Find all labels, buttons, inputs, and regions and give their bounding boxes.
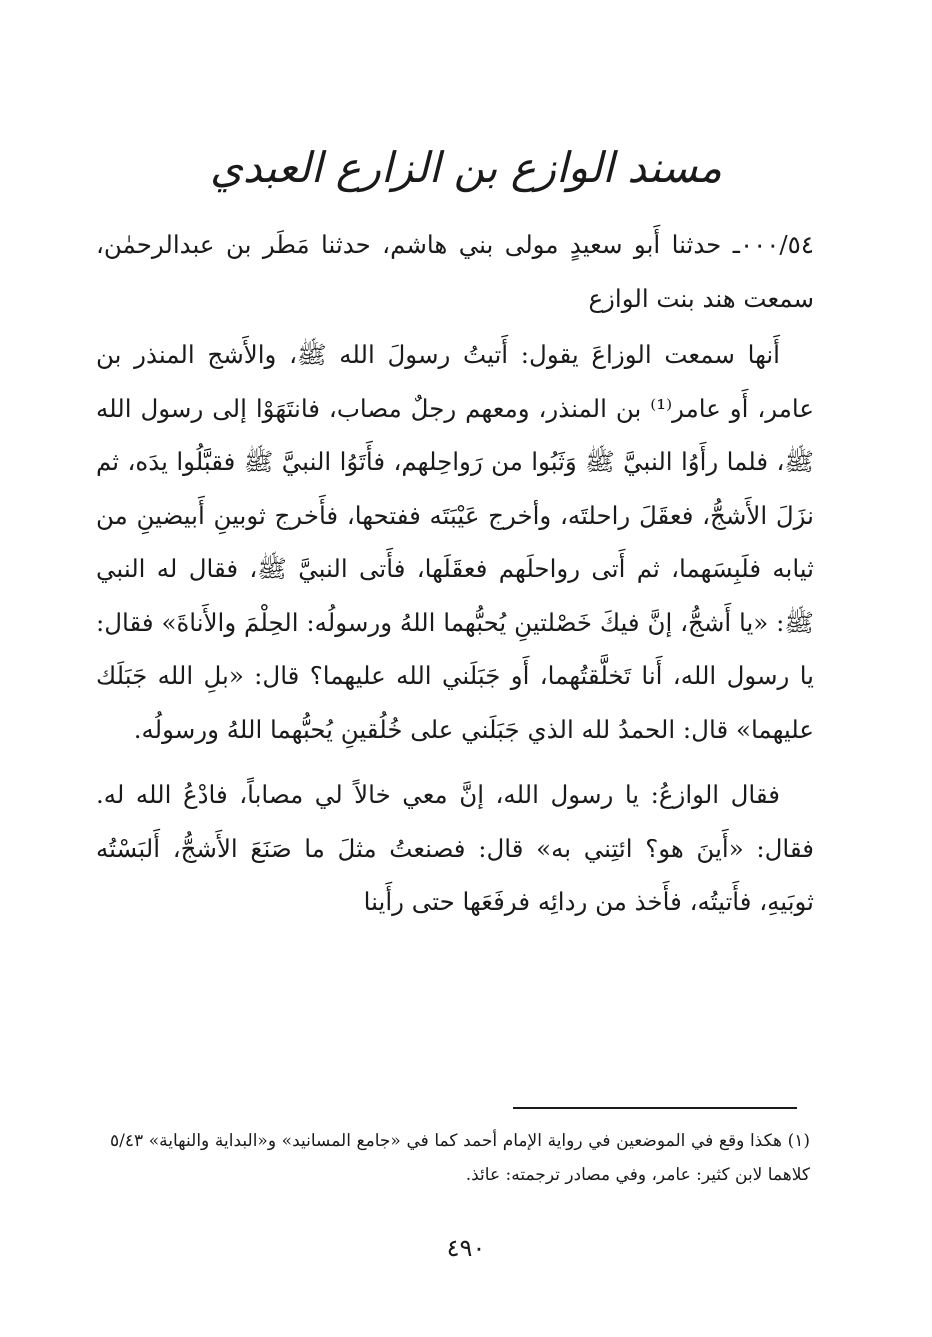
hadith-chain-paragraph: ٠٠٠/٥٤ـ حدثنا أَبو سعيدٍ مولى بني هاشم، حدثنا مَطَر بن عبدالرحمٰن، سمعت هند بنت الوازع	[96, 230, 814, 313]
footnotes	[110, 1124, 810, 1192]
hadith-text-paragraph: أَنها سمعت الوزاعَ يقول: أَتيتُ رسولَ الله ﷺ، والأَشج المنذر بن عامر، أَو عامر⁽¹⁾ بن المنذر، ومعهم رجلٌ مصاب، فانتَهَوْا إلى رسول الله ﷺ، فلما رأَوُا النبيَّ ﷺ وَثَبُوا من رَواحِلهم، فأَتَوُا النبيَّ ﷺ فقبَّلُوا يدَه، ثم نزَلَ الأَشجُّ، فعقَلَ راحلتَه، وأخرج عَيْبَتَه ففتحها، فأَخرج ثوبينِ أَبيضينِ من ثيابه فلَبِسَهما، ثم أَتى رواحلَهم فعقَلَها، فأَتى النبيَّ ﷺ، فقال له النبي ﷺ: «يا أَشجُّ، إنَّ فيكَ خَصْلتينِ يُحبُّهما اللهُ ورسولُه: الحِلْمَ والأَناةَ» فقال: يا رسول الله، أَنا تَخلَّقتُهما، أَو جَبَلَني الله عليهما؟ قال: «بلِ الله جَبَلَك عليهما» قال: الحمدُ لله الذي جَبَلَني على خُلُقينِ يُحبُّهما اللهُ ورسولُه.	[96, 340, 815, 744]
footnote-divider	[513, 1107, 797, 1109]
section-title: مسند الوازع بن الزارع العبدي	[210, 143, 722, 192]
main-text	[96, 218, 814, 929]
page-number: ٤٩٠	[446, 1234, 486, 1262]
footnote-item: (١) هكذا وقع في الموضعين في رواية الإمام أحمد كما في «جامع المسانيد» و«البداية والنهاية» ٥/٤٣ كلاهما لابن كثير: عامر، وفي مصادر ترجمته: عائذ.	[110, 1131, 810, 1185]
hadith-continuation-paragraph: فقال الوازعُ: يا رسول الله، إنَّ معي خالاً لي مصاباً، فادْعُ الله له. فقال: «أَينَ هو؟ ائتِني به» قال: فصنعتُ مثلَ ما صَنَعَ الأَشجُّ، أَلبَسْتُه ثوبَيهِ، فأَتيتُه، فأَخذ من ردائِه فرفَعَها حتى رأَينا	[96, 780, 814, 916]
